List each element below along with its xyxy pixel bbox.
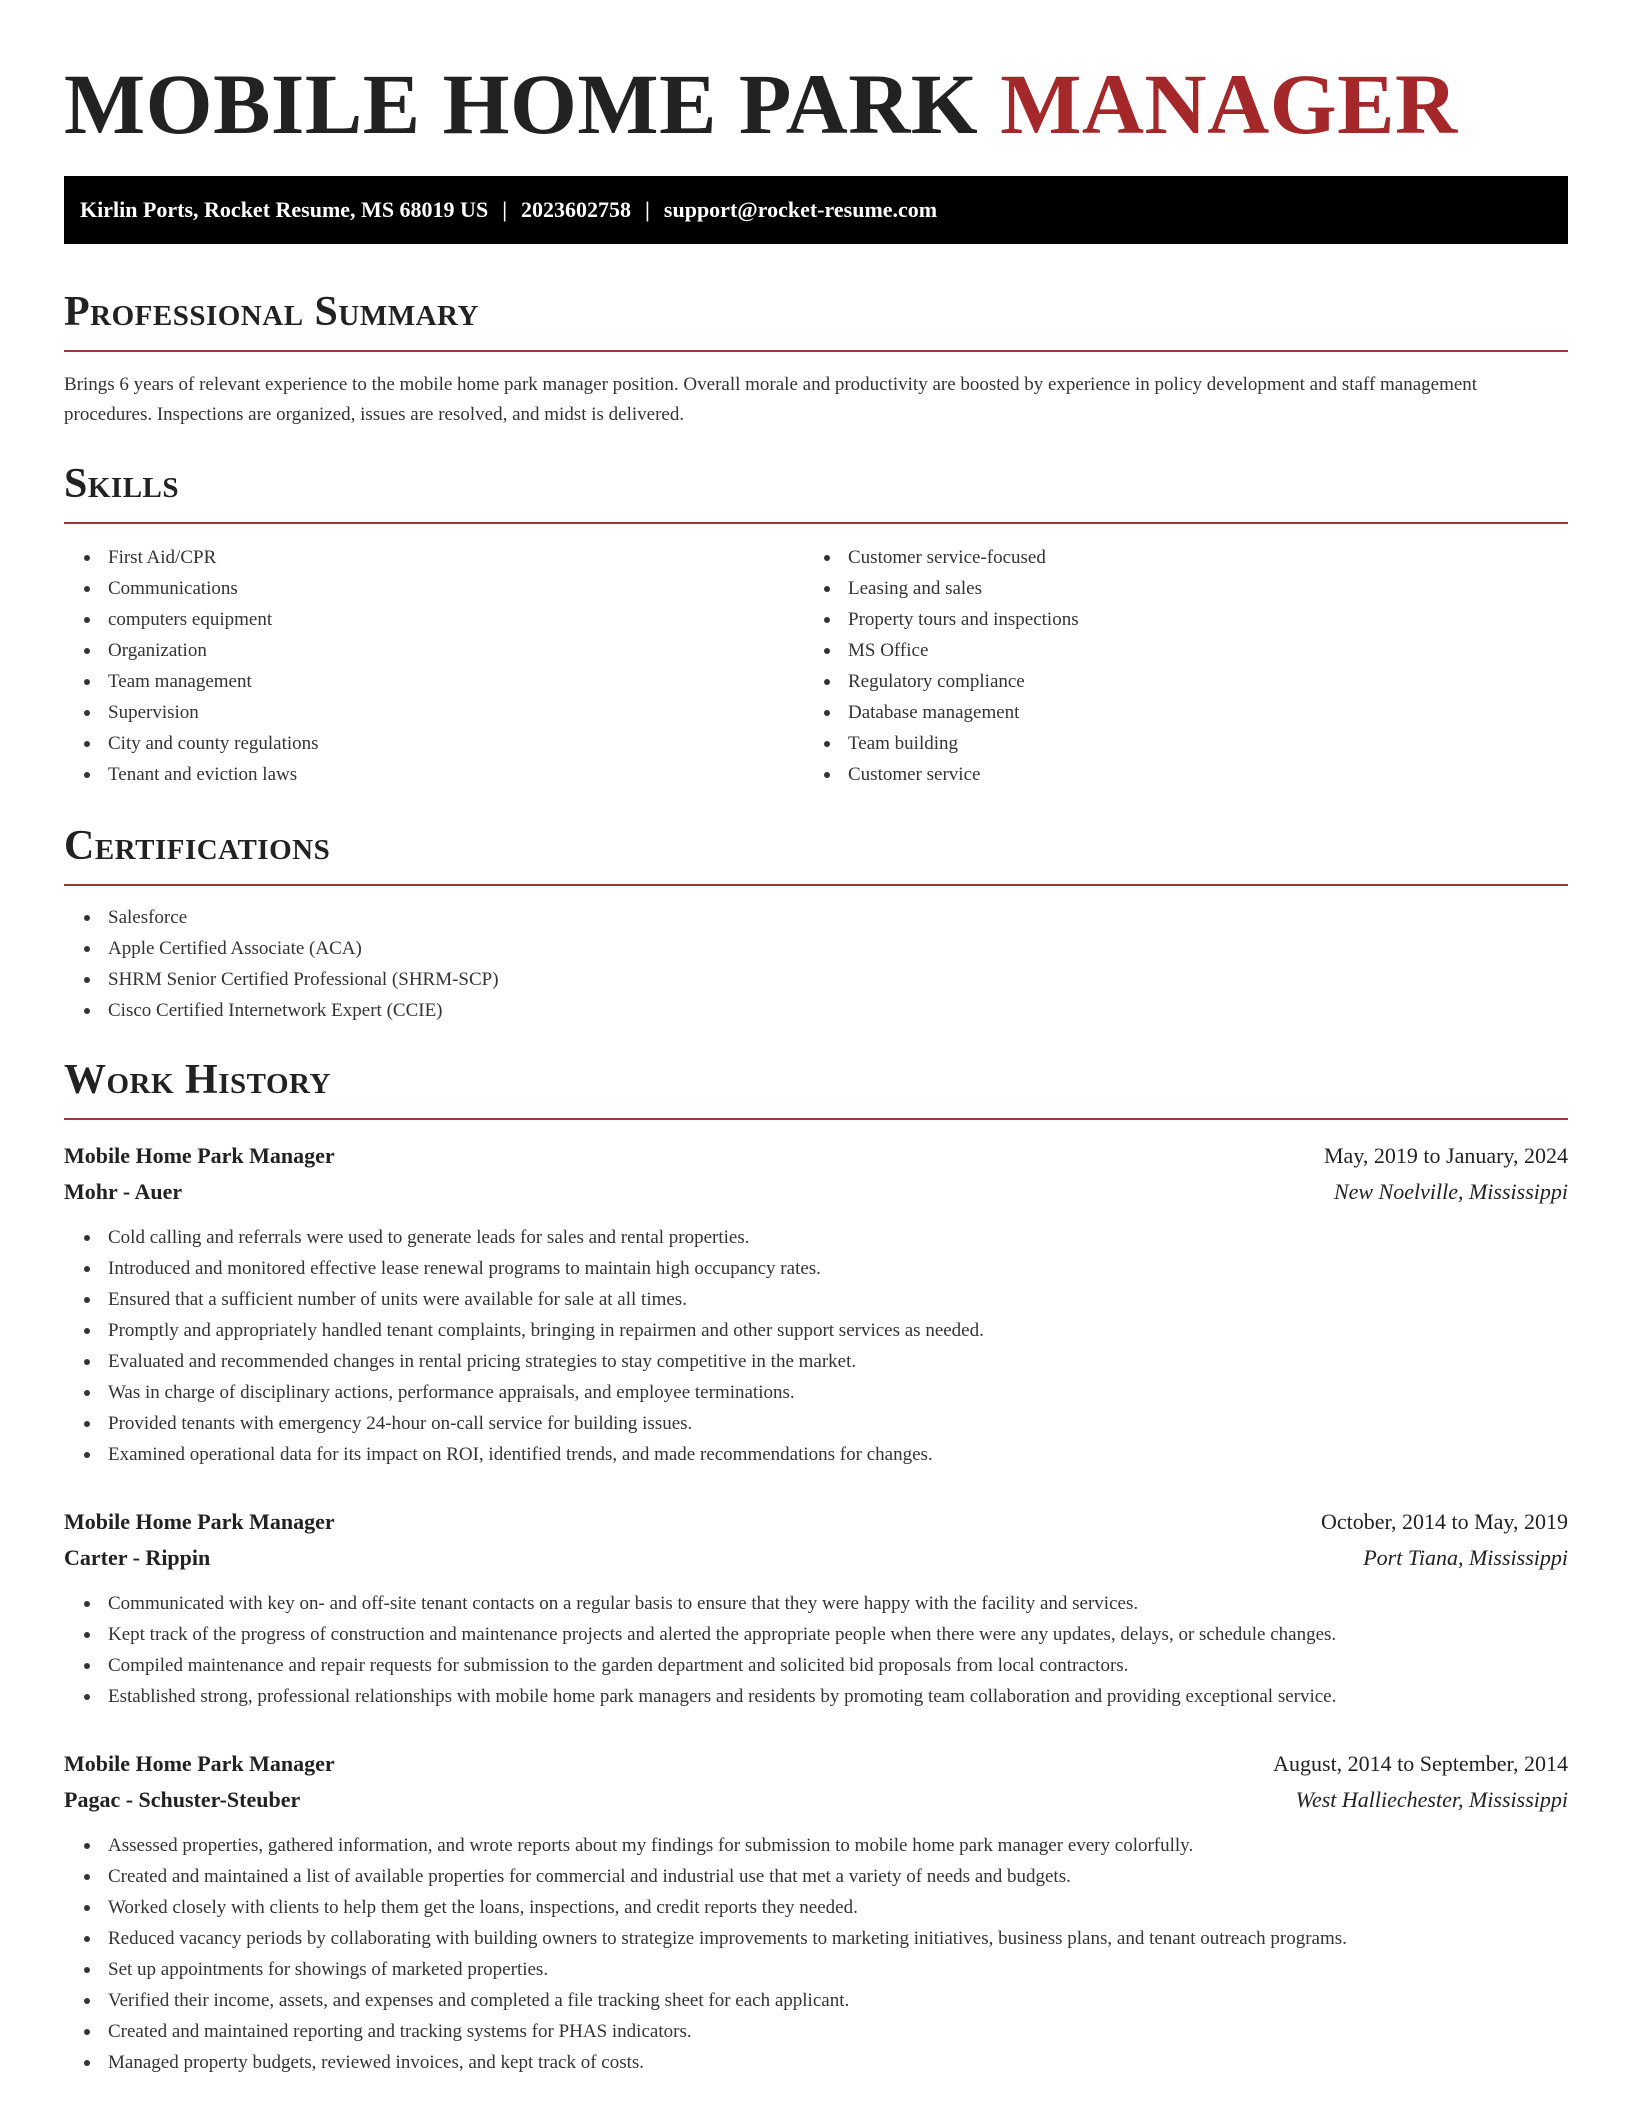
job-company: Pagac - Schuster-Steuber — [64, 1787, 301, 1812]
skill-item: Customer service — [804, 759, 1544, 790]
certifications-list — [64, 902, 1568, 1026]
job-entry — [64, 1138, 1568, 1470]
job-bullet: Verified their income, assets, and expenses and completed a file tracking sheet for each applicant. — [64, 1985, 1568, 2016]
work-history-section — [64, 1056, 1568, 2078]
resume-name-heading — [64, 56, 1568, 152]
skill-item: computers equipment — [64, 604, 804, 635]
skill-item: Property tours and inspections — [804, 604, 1544, 635]
job-title-row — [64, 1138, 1568, 1174]
job-bullet: Communicated with key on- and off-site tenant contacts on a regular basis to ensure that they were happy with the facility and services. — [64, 1588, 1568, 1619]
jobs-list — [64, 1138, 1568, 2078]
name-main: MOBILE HOME PARK — [64, 56, 1001, 152]
job-title: Mobile Home Park Manager — [64, 1509, 335, 1534]
job-location: Port Tiana, Mississippi — [1363, 1545, 1568, 1570]
contact-separator: | — [502, 197, 508, 222]
job-bullet: Cold calling and referrals were used to generate leads for sales and rental properties. — [64, 1222, 1568, 1253]
job-bullet: Created and maintained reporting and tracking systems for PHAS indicators. — [64, 2016, 1568, 2047]
job-title-row — [64, 1746, 1568, 1782]
skill-item: Regulatory compliance — [804, 666, 1544, 697]
job-bullet: Set up appointments for showings of marketed properties. — [64, 1954, 1568, 1985]
job-location: New Noelville, Mississippi — [1333, 1179, 1568, 1204]
contact-phone: 2023602758 — [521, 197, 632, 222]
job-company-row — [64, 1540, 1568, 1576]
skills-list-left — [64, 542, 804, 790]
certification-item: Apple Certified Associate (ACA) — [64, 933, 1568, 964]
summary-section — [64, 288, 1568, 430]
job-bullet: Compiled maintenance and repair requests for submission to the garden department and solicited bid proposals from local contractors. — [64, 1650, 1568, 1681]
skill-item: City and county regulations — [64, 728, 804, 759]
job-bullet: Established strong, professional relationships with mobile home park managers and residents by promoting team collaboration and providing exceptional service. — [64, 1681, 1568, 1712]
job-title: Mobile Home Park Manager — [64, 1751, 335, 1776]
job-bullet: Assessed properties, gathered information, and wrote reports about my findings for submission to mobile home park manager every colorfully. — [64, 1830, 1568, 1861]
name-accent: MANAGER — [1000, 56, 1458, 152]
job-bullets — [64, 1222, 1568, 1470]
certification-item: SHRM Senior Certified Professional (SHRM-SCP) — [64, 964, 1568, 995]
job-bullet: Kept track of the progress of construction and maintenance projects and alerted the appropriate people when there were any updates, delays, or schedule changes. — [64, 1619, 1568, 1650]
job-bullet: Reduced vacancy periods by collaborating with building owners to strategize improvements to marketing initiatives, business plans, and tenant outreach programs. — [64, 1923, 1568, 1954]
job-title: Mobile Home Park Manager — [64, 1143, 335, 1168]
job-bullet: Worked closely with clients to help them get the loans, inspections, and credit reports they needed. — [64, 1892, 1568, 1923]
skills-grid — [64, 542, 1568, 790]
skill-item: First Aid/CPR — [64, 542, 804, 573]
summary-heading: Professional Summary — [64, 288, 1568, 352]
certification-item: Cisco Certified Internetwork Expert (CCIE) — [64, 995, 1568, 1026]
skill-item: Communications — [64, 573, 804, 604]
job-company-row — [64, 1782, 1568, 1818]
certifications-heading: Certifications — [64, 822, 1568, 886]
skills-section — [64, 460, 1568, 790]
job-bullet: Created and maintained a list of available properties for commercial and industrial use that met a variety of needs and budgets. — [64, 1861, 1568, 1892]
job-bullet: Evaluated and recommended changes in rental pricing strategies to stay competitive in the market. — [64, 1346, 1568, 1377]
job-bullet: Examined operational data for its impact on ROI, identified trends, and made recommendations for changes. — [64, 1439, 1568, 1470]
skill-item: MS Office — [804, 635, 1544, 666]
job-dates: October, 2014 to May, 2019 — [1321, 1509, 1568, 1534]
job-entry — [64, 1504, 1568, 1712]
work-history-heading: Work History — [64, 1056, 1568, 1120]
skill-item: Customer service-focused — [804, 542, 1544, 573]
job-bullet: Introduced and monitored effective lease renewal programs to maintain high occupancy rates. — [64, 1253, 1568, 1284]
contact-email: support@rocket-resume.com — [663, 197, 938, 222]
contact-address: Kirlin Ports, Rocket Resume, MS 68019 US — [80, 197, 489, 222]
certifications-section — [64, 822, 1568, 1026]
skill-item: Tenant and eviction laws — [64, 759, 804, 790]
job-bullets — [64, 1830, 1568, 2078]
job-dates: May, 2019 to January, 2024 — [1324, 1143, 1568, 1168]
job-bullets — [64, 1588, 1568, 1712]
job-dates: August, 2014 to September, 2014 — [1273, 1751, 1568, 1776]
job-entry — [64, 1746, 1568, 2078]
skill-item: Team building — [804, 728, 1544, 759]
skills-heading: Skills — [64, 460, 1568, 524]
job-company: Mohr - Auer — [64, 1179, 183, 1204]
summary-text: Brings 6 years of relevant experience to the mobile home park manager position. Overall morale and productivity are boosted by experience in policy development and staff management procedures. Inspections are organized, issues are resolved, and midst is delivered. — [64, 374, 1478, 425]
certification-item: Salesforce — [64, 902, 1568, 933]
job-bullet: Was in charge of disciplinary actions, performance appraisals, and employee terminations. — [64, 1377, 1568, 1408]
job-title-row — [64, 1504, 1568, 1540]
skills-list-right — [804, 542, 1544, 790]
skill-item: Supervision — [64, 697, 804, 728]
job-bullet: Managed property budgets, reviewed invoices, and kept track of costs. — [64, 2047, 1568, 2078]
job-company-row — [64, 1174, 1568, 1210]
skill-item: Database management — [804, 697, 1544, 728]
skill-item: Organization — [64, 635, 804, 666]
job-company: Carter - Rippin — [64, 1545, 211, 1570]
skill-item: Team management — [64, 666, 804, 697]
contact-separator: | — [645, 197, 650, 222]
job-bullet: Ensured that a sufficient number of units were available for sale at all times. — [64, 1284, 1568, 1315]
contact-bar — [64, 176, 1568, 244]
skill-item: Leasing and sales — [804, 573, 1544, 604]
job-location: West Halliechester, Mississippi — [1295, 1787, 1568, 1812]
job-bullet: Provided tenants with emergency 24-hour on-call service for building issues. — [64, 1408, 1568, 1439]
job-bullet: Promptly and appropriately handled tenant complaints, bringing in repairmen and other support services as needed. — [64, 1315, 1568, 1346]
